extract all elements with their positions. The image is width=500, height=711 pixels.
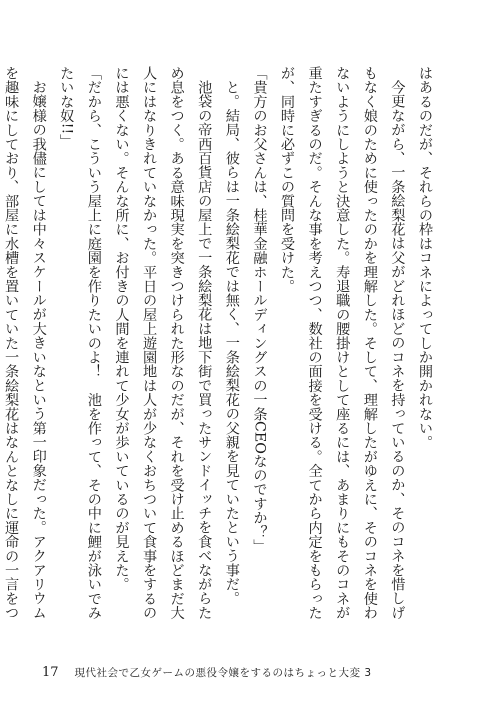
page-footer bbox=[42, 664, 372, 680]
dialogue-line: 「だから、こういう屋上に庭園を作りたいのよ！ 池を作って、その中に鯉が泳いでみたいな奴!!」 bbox=[58, 66, 102, 620]
paragraph: はあるのだが、それらの枠はコネによってしか開かれない。 bbox=[417, 66, 433, 450]
paragraph: 池袋の帝西百貨店の屋上で一条絵梨花は地下街で買ったサンドイッチを食べながらため息をつく。ある意味現実を突きつけられた形なのだが、それを受け止めるほどまだ大人にはなりきれていなかった。平日の屋上遊園地は人が少なくおちついて食事をするのには悪くない。そんな所に、お付きの人間を連れて少女が歩いているのが見えた。 bbox=[113, 66, 213, 620]
paragraph: 今更ながら、一条絵梨花は父がどれほどのコネを持っているのか、そのコネを惜しげもなく娘のために使ったのかを理解した。そして、理解したがゆえに、そのコネを使わないようにしようと決意した。寿退職の腰掛けとして座るには、あまりにもそのコネが重たすぎるのだ。そんな事を考えつつ、数社の面接を受ける。全てから内定をもらったが、同時に必ずこの質問を受けた。 bbox=[279, 66, 406, 620]
paragraph: お嬢様の我儘にしては中々スケールが大きいなという第一印象だった。アクアリウムを趣味にしており、部屋に水槽を置いていた一条絵梨花はなんとなしに運命の一言をつ bbox=[3, 66, 47, 620]
body-text bbox=[3, 66, 438, 626]
running-title: 現代社会で乙女ゲームの悪役令嬢をするのはちょっと大変 3 bbox=[74, 666, 372, 679]
page-number: 17 bbox=[42, 664, 59, 680]
dialogue-line: 「貴方のお父さんは、桂華金融ホールディングスの一条CEOなのですか？」 bbox=[251, 66, 268, 554]
paragraph: と。結局、彼らは一条絵梨花では無く、一条絵梨花の父親を見ていたという事だ。 bbox=[223, 80, 240, 606]
